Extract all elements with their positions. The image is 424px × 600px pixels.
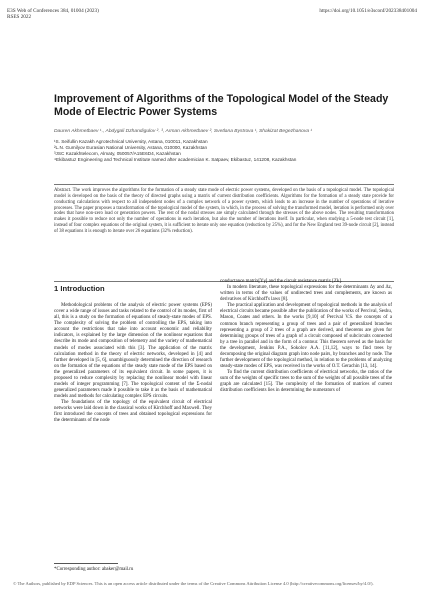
affiliation-2: ²L.N. Gumilyov Eurasian National University, Astana, 010000, Kazakhstan [54, 145, 208, 150]
doi-link[interactable]: https://doi.org/10.1051/e3sconf/202338401004 [319, 8, 417, 14]
footnote-rule [54, 563, 118, 564]
body-paragraph: In modern literature, these topological expressions for the determinants Δy and Δz, written in terms of the values of undirected trees and complements, are known as derivatives of Kirchhoff's laws [8]. [220, 285, 392, 303]
abstract-top-rule [54, 184, 394, 185]
conference-name: RSES 2022 [7, 14, 32, 21]
body-paragraph: The practical application and development of topological methods in the analysis of electrical circuits became possible after the publication of the works of Percival, Seshu, Mason, Coates and others. In the works [9,10] of Percival V.S. the concepts of a common branch representing a group of trees and a pair of generalized branches representing a group of 2 trees of a graph are derived, and theorems are given for determining groups of trees of a graph of a circuit composed of subcircuits connected by a tree in parallel and in the form of a contour. This theorem served as the basis for the development, Jenkins P.A., Sokolov A.A. [11,12], ways to find trees by decomposing the original diagram graph into node pairs, by branches and by node. The further development of the topological method, in relation to the problems of analyzing steady-state modes of EPS, was received in the works of O.T. Gerachin [13, 14]. [220, 303, 392, 370]
body-paragraph: The foundations of the topology of the equivalent circuit of electrical networks were laid down in the classical works of Kirchhoff and Maxwell. They first introduced the concepts of trees and obtained topological expressions for the determinants of the node [54, 400, 212, 424]
copyright-notice: © The Authors, published by EDP Sciences. This is an open access article distributed under the terms of the Creative Commons Attribution License 4.0 (http://creativecommons.org/licenses/by/4.0/). [13, 581, 374, 586]
body-paragraph: Methodological problems of the analysis of electric power systems (EPS) cover a wide range of issues and tasks related to the control of its modes, first of all, this is a study on the formation of equations of steady-state modes of EPS. The complexity of solving the problem of controlling the EPS, taking into account the restrictions that take into account economic and reliability indicators, is explained by the large dimension of the nonlinear equations that describe its mode and composition of telemetry and the variety of mathematical models of modes associated with this [3]. The application of the matrix calculation method in the theory of electric networks, developed in [4] and further developed in [5, 6], unambiguously determined the direction of research on the formation of the equations of the steady state mode of the EPS based on the generalized parameters of its equivalent circuit. In some papers, it is proposed to reduce complexity by replacing the nonlinear model with linear models of integer programming [7]. The topological content of the Σ-nodal generalized parameters made it possible to take it as the basis of mathematical models and methods for calculating complex EPS circuits. [54, 303, 212, 400]
abstract-text: Abstract. The work improves the algorithms for the formation of a steady state mode of electric power systems, developed on the basis of a topological model. The topological model is developed on the basis of the theory of directed graphs using a matrix of current distribution coefficients. Algorithms for the formation of a steady state provide for conducting calculations with respect to all independent nodes of a complex network of a power system, which leads to an increase in the number of operations of iterative processes. The paper proposes a transformation of the topological model of the system, in which, in the process of solving the transformed model, iteration is performed only over nodes that have non-zero load or generation powers. The rest of the nodal stresses are simply calculated through the stresses of the above nodes. The resulting transformation makes it possible to reduce not only the number of operations in each iteration, but also the number of iterations itself. In particular, when studying a 5-node test circuit [1], instead of four complex equations of the original system, it is sufficient to iterate only one equation (reduction by 25%), and for the New England test 39-node circuit [2], instead of 38 equations it is enough to iterate over 26 equations (32% reduction). [54, 188, 394, 234]
affiliation-1: ¹S. Seifullin Kazakh Agrotechnical University, Astana, 010011, Kazakhstan [54, 139, 208, 144]
running-header-left [7, 8, 99, 20]
affiliation-list [54, 139, 394, 163]
affiliation-4: ⁴Ekibastuz Engineering and Technical Institute named after academician K. Satpaev, Ekibastuz, 141208, Kazakhstan [54, 157, 297, 162]
corresponding-author-footnote: *Corresponding author: abaker@mail.ru [54, 567, 134, 572]
paper-title: Improvement of Algorithms of the Topological Model of the Steady Mode of Electric Power Systems [54, 93, 389, 118]
author-list: Dauren Akhmetbaev ¹˒, Abdygali Dzhandigulov ²˒ ³, Arman Akhmetbaev ², Svetlana Bystrova ¹, Shakizat Begezhanova ¹ [54, 129, 313, 134]
right-column [220, 279, 392, 394]
body-paragraph: conductance matrix[Yγ] and the circuit resistance matrix [Zk]. [220, 279, 343, 284]
journal-reference: E3S Web of Conferences 384, 01004 (2023) [7, 8, 99, 14]
left-column [54, 284, 212, 425]
affiliation-3: ³JSC Kazakhtelecom, Almaty, 050057/A15E6D4, Kazakhstan [54, 151, 181, 156]
section-heading-introduction: 1 Introduction [54, 284, 105, 293]
body-paragraph: To find the current distribution coefficients of electrical networks, the ratios of the sum of the weights of specific trees to the sum of the weights of all possible trees of the graph are calculated [15]. The complexity of the formation of matrices of current distribution coefficients lies in determining the numerators of [220, 370, 392, 394]
